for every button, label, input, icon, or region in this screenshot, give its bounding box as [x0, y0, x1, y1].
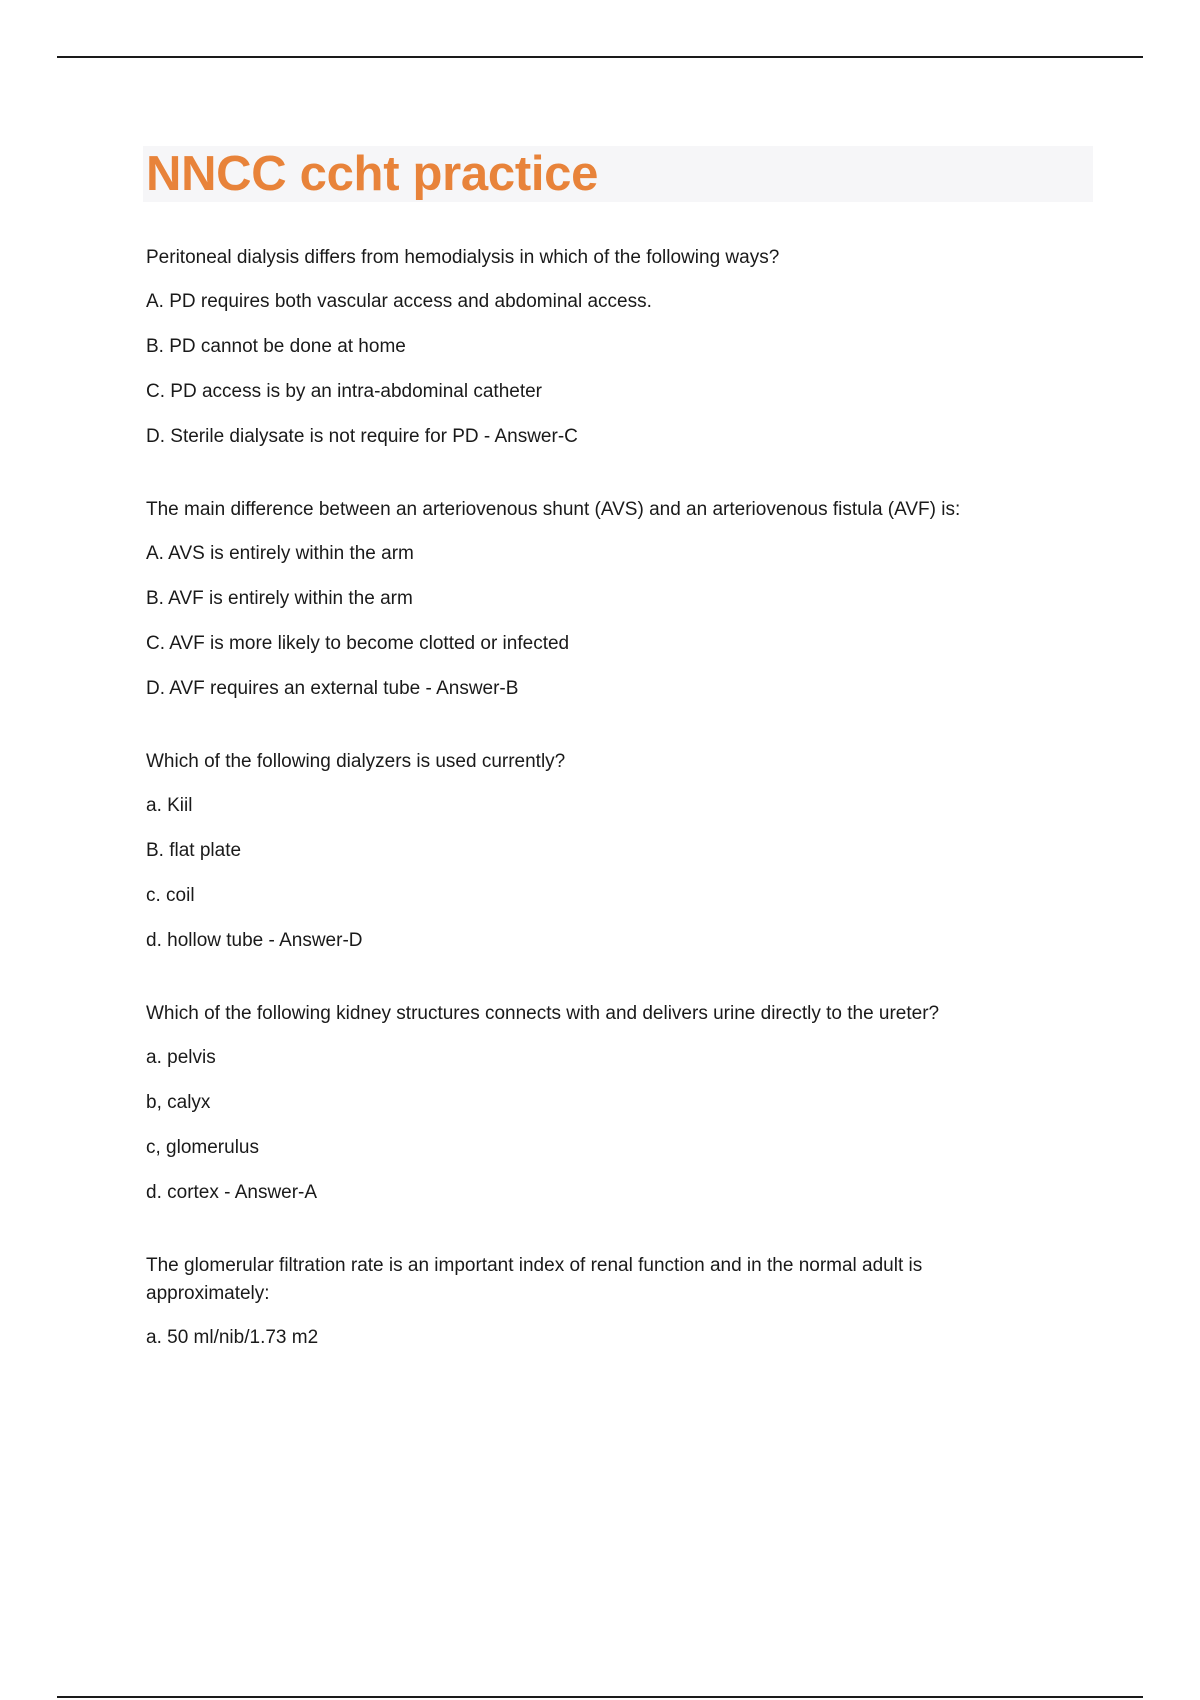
option-d-answer: d. cortex - Answer-A — [146, 1182, 318, 1203]
question-text: Which of the following kidney structures connects with and delivers urine directly to the ureter? — [146, 1003, 940, 1024]
question-1 — [146, 244, 1046, 451]
option-a: a. Kiil — [146, 795, 193, 816]
option-b: b, calyx — [146, 1092, 211, 1113]
option-c: C. PD access is by an intra-abdominal catheter — [146, 381, 543, 402]
option-c: c. coil — [146, 885, 195, 906]
option-d-answer: d. hollow tube - Answer-D — [146, 930, 363, 951]
option-b: B. PD cannot be done at home — [146, 336, 406, 357]
option-b: B. AVF is entirely within the arm — [146, 588, 413, 609]
option-c: C. AVF is more likely to become clotted or infected — [146, 633, 570, 654]
question-text: Which of the following dialyzers is used currently? — [146, 751, 566, 772]
option-d-answer: D. Sterile dialysate is not require for PD - Answer-C — [146, 426, 578, 447]
option-a: a. 50 ml/nib/1.73 m2 — [146, 1327, 319, 1348]
question-text: The main difference between an arteriovenous shunt (AVS) and an arteriovenous fistula (AVF) is: — [146, 499, 961, 520]
option-d-answer: D. AVF requires an external tube - Answer-B — [146, 678, 519, 699]
question-text: Peritoneal dialysis differs from hemodialysis in which of the following ways? — [146, 247, 780, 268]
question-list — [146, 244, 1046, 1397]
question-3 — [146, 748, 1046, 955]
option-c: c, glomerulus — [146, 1137, 259, 1158]
option-a: A. PD requires both vascular access and abdominal access. — [146, 291, 652, 312]
header-rule — [57, 56, 1143, 58]
document-title: NNCC ccht practice — [146, 147, 599, 201]
option-b: B. flat plate — [146, 840, 242, 861]
question-5 — [146, 1252, 1046, 1352]
question-text: The glomerular filtration rate is an important index of renal function and in the normal adult is approximately: — [146, 1255, 923, 1304]
question-4 — [146, 1000, 1046, 1207]
question-2 — [146, 496, 1046, 703]
footer-rule — [57, 1696, 1143, 1698]
option-a: A. AVS is entirely within the arm — [146, 543, 414, 564]
option-a: a. pelvis — [146, 1047, 216, 1068]
